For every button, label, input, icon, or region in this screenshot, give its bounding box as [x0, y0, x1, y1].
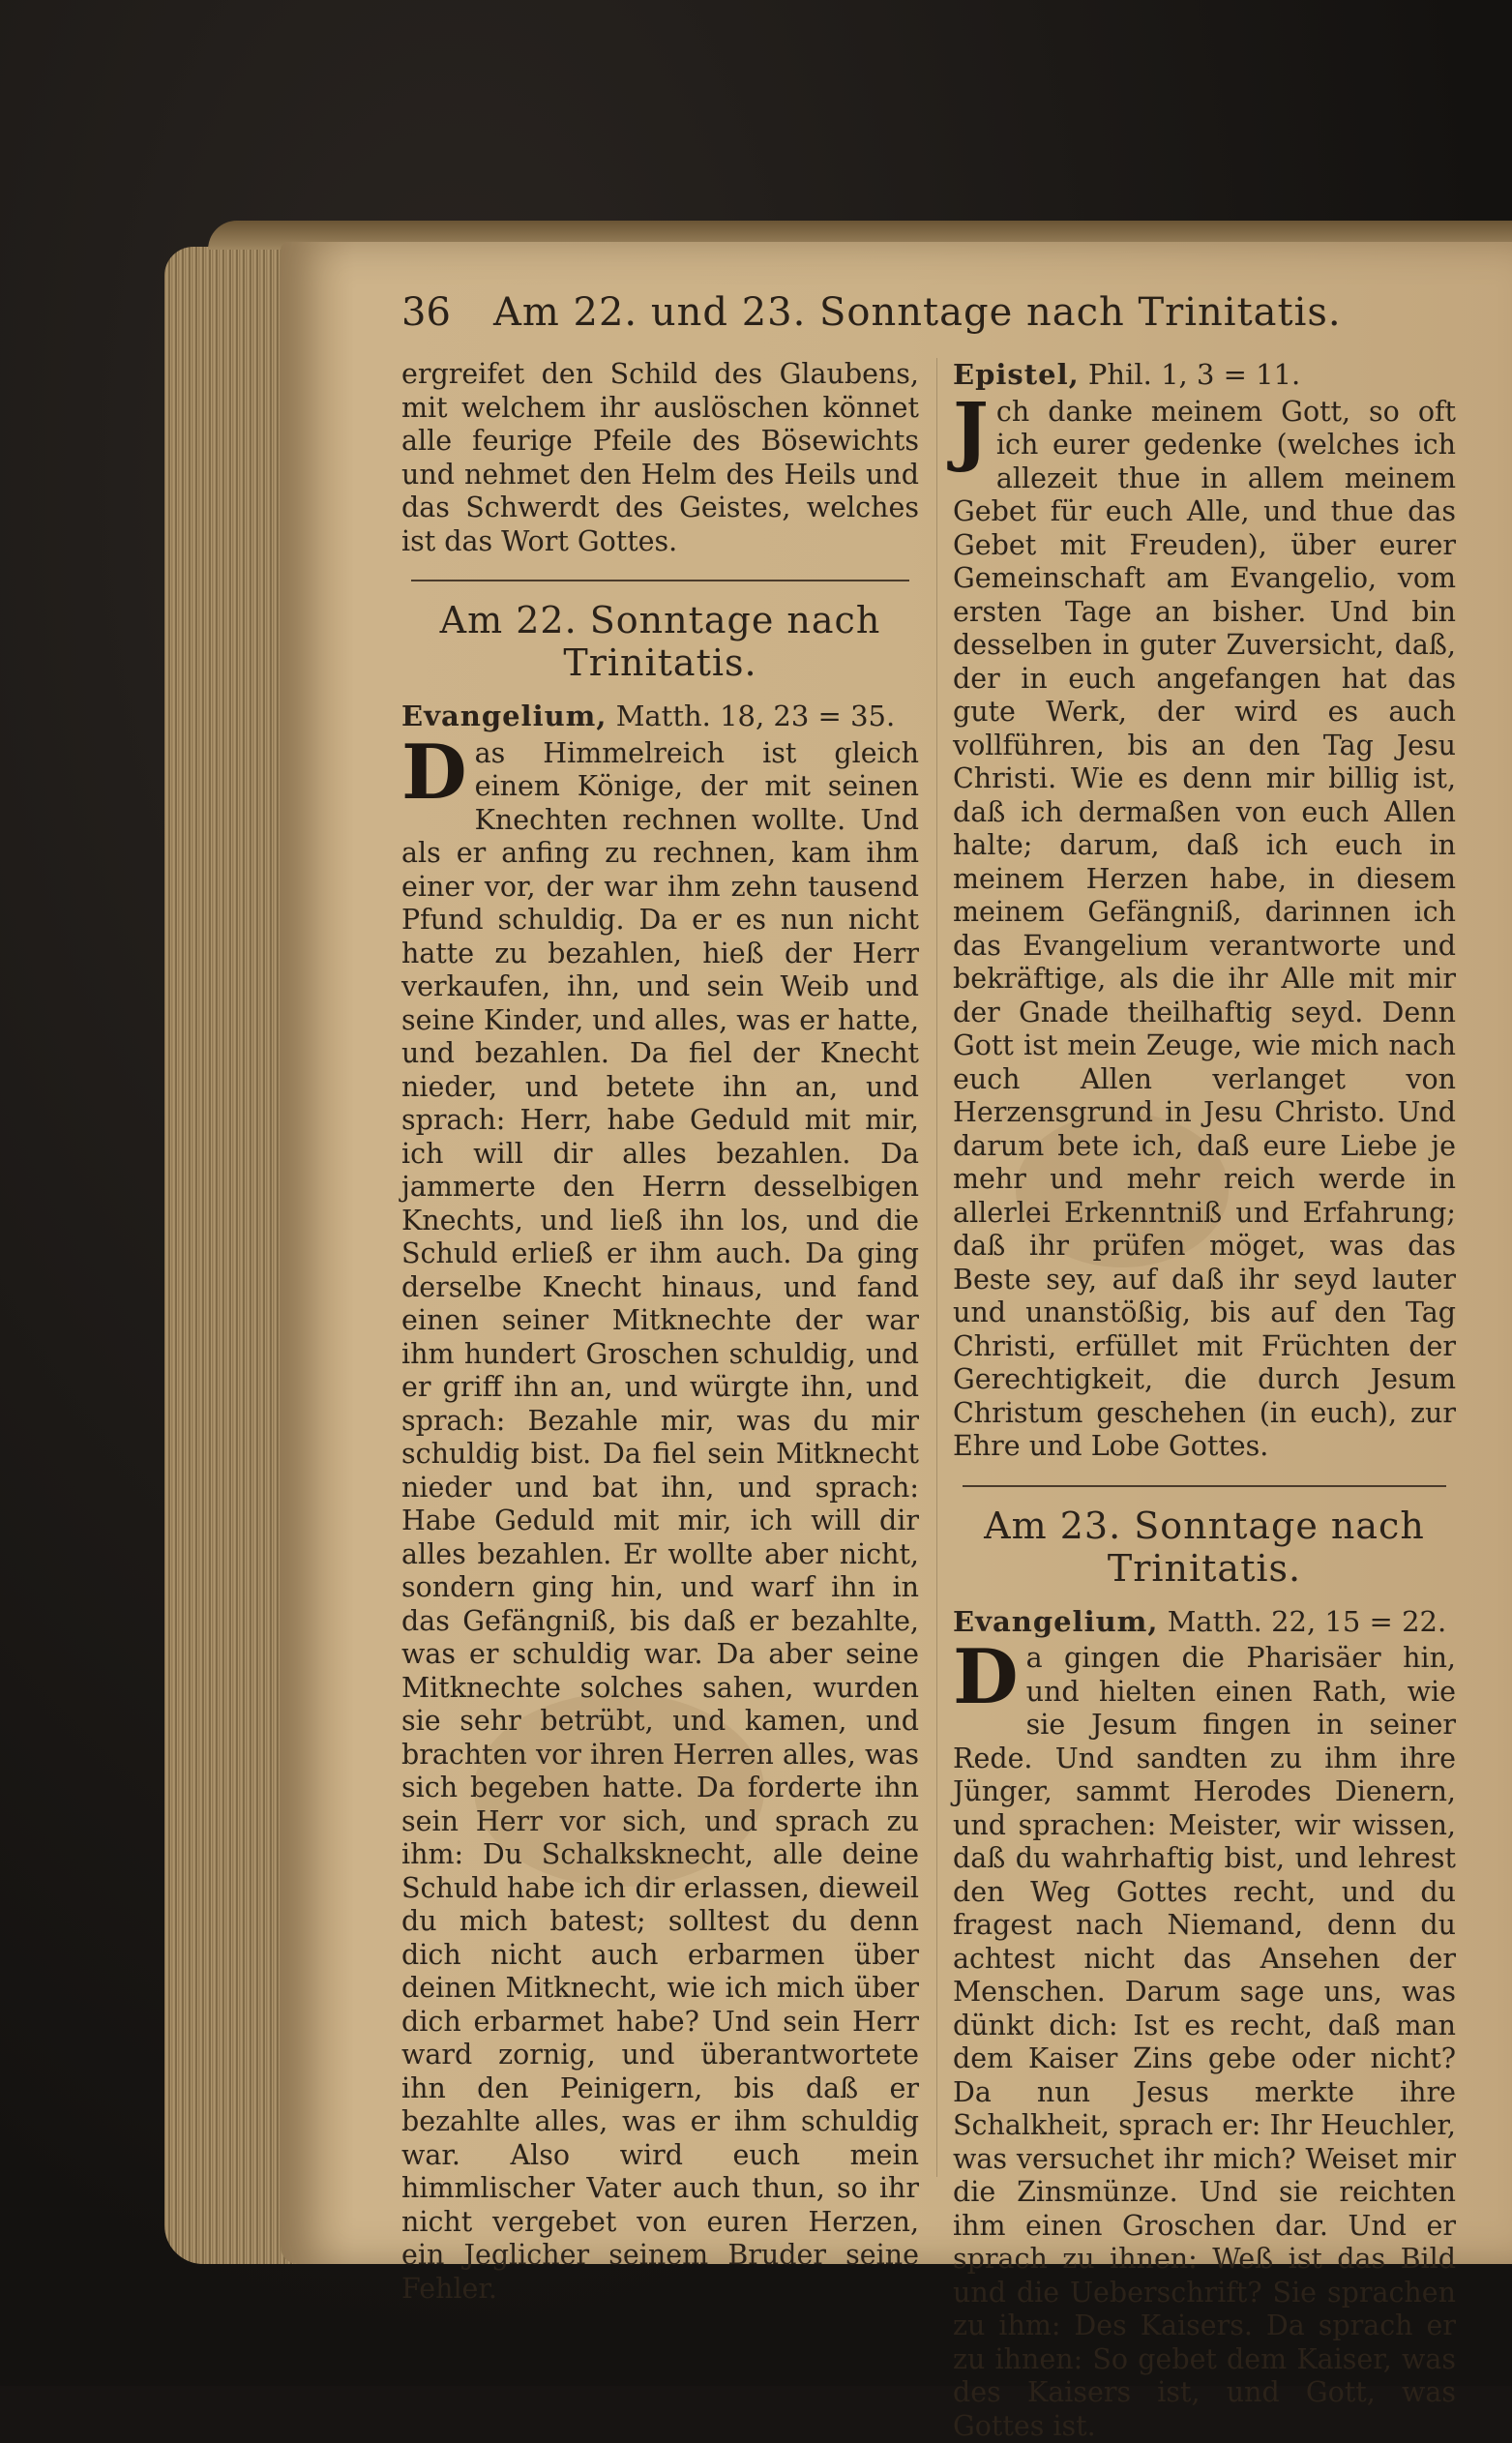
- epistle-label: Epistel,: [953, 358, 1080, 391]
- gospel-label: Evangelium,: [401, 700, 608, 732]
- gospel-reference: [401, 700, 919, 733]
- gospel-body: a gingen die Pharisäer hin, und hielten einen Rath, wie sie Jesum fingen in seiner Rede. Und sandten zu ihm ihre Jünger, sammt Herodes Dienern, und sprachen: Meister, wir wissen, daß du wahrhaftig bist, und lehrest den Weg Gottes recht, und du fragest nach Niemand, denn du achtest nicht das Ansehen der Menschen. Darum sage uns, was dünkt dich: Ist es recht, daß man dem Kaiser Zins gebe oder nicht? Da nun Jesus merkte ihre Schalkheit, sprach er: Ihr Heuchler, was versuchet ihr mich? Weiset mir die Zinsmünze. Und sie reichten ihm einen Groschen dar. Und er sprach zu ihnen: Weß ist das Bild und die Ueberschrift? Sie sprachen zu ihm: Des Kaisers. Da sprach er zu ihnen: So gebet dem Kaiser, was des Kaisers ist, und Gott, was Gottes ist.: [953, 1642, 1456, 2442]
- epistle-reference: [953, 358, 1456, 392]
- drop-cap: D: [953, 1633, 1019, 1721]
- section-rule: [963, 1485, 1446, 1487]
- running-head: [401, 290, 1446, 348]
- column-divider: [936, 358, 937, 2177]
- gospel-paragraph: [953, 1633, 1456, 2443]
- section-heading-23: Am 23. Sonntage nach Trinitatis.: [984, 1504, 1425, 1590]
- gospel-body: as Himmelreich ist gleich einem Könige, der mit seinen Knechten rechnen wollte. Und als er anfing zu rechnen, kam ihm einer vor, der war ihm zehn tausend Pfund schuldig. Da er es nun nicht hatte zu bezahlen, hieß der Herr verkaufen, ihn, und sein Weib und seine Kinder, und alles, was er hatte, und bezahlen. Da fiel der Knecht nieder, und betete ihn an, und sprach: Herr, habe Geduld mit mir, ich will dir alles bezahlen. Da jammerte den Herrn desselbigen Knechts, und ließ ihn los, und die Schuld erließ er ihm auch. Da ging derselbe Knecht hinaus, und fand einen seiner Mitknechte der war ihm hundert Groschen schuldig, und er griff ihn an, und würgte ihn, und sprach: Bezahle mir, was du mir schuldig bist. Da fiel sein Mitknecht nieder und bat ihn, und sprach: Habe Geduld mit mir, ich will dir alles bezahlen. Er wollte aber nicht, sondern ging hin, und warf ihn in das Gefängniß, bis daß er bezahlte, was er schuldig war. Da aber seine Mitknechte solches sahen, wurden sie sehr betrübt, und kamen, und brachten vor ihren Herren alles, was sich begeben hatte. Da forderte ihn sein Herr vor sich, und sprach zu ihm: Du Schalksknecht, alle deine Schuld habe ich dir erlassen, dieweil du mich batest; solltest du denn dich nicht auch erbarmen über deinen Mitknecht, wie ich mich über dich erbarmet habe? Und sein Herr ward zornig, und überantwortete ihn den Peinigern, bis daß er bezahlte alles, was er ihm schuldig war. Also wird euch mein himmlischer Vater auch thun, so ihr nicht vergebet von euren Herzen, ein Jeglicher seinem Bruder seine Fehler.: [401, 736, 920, 2305]
- drop-cap: J: [953, 386, 989, 475]
- page-number: 36: [401, 290, 451, 335]
- gospel-ref: Matth. 18, 23 = 35.: [615, 700, 896, 732]
- gospel-paragraph: [401, 728, 920, 2307]
- epistle-body: ch danke meinem Gott, so oft ich eurer gedenke (welches ich allezeit thue in allem meinem Gebet für euch Alle, und thue das Gebet mit Freuden), über eurer Gemeinschaft am Evangelio, vom ersten Tage an bisher. Und bin desselben in guter Zuversicht, daß, der in euch angefangen hat das gute Werk, der wird es auch vollführen, bis an den Tag Jesu Christi. Wie es denn mir billig ist, daß ich dermaßen von euch Allen halte; darum, daß ich euch in meinem Herzen habe, in diesem meinem Gefängniß, darinnen ich das Evangelium verantworte und bekräftige, als die ihr Alle mit mir der Gnade theilhaftig seyd. Denn Gott ist mein Zeuge, wie mich nach euch Allen verlanget von Herzensgrund in Jesu Christo. Und darum bete ich, daß eure Liebe je mehr und mehr reich werde in allerlei Erkenntniß und Erfahrung; daß ihr prüfen möget, was das Beste sey, auf daß ihr seyd lauter und unanstößig, bis auf den Tag Christi, erfüllet mit Früchten der Gerechtigkeit, die durch Jesum Christum geschehen (in euch), zur Ehre und Lobe Gottes.: [953, 395, 1456, 1462]
- section-heading-22: Am 22. Sonntage nach Trinitatis.: [439, 599, 881, 684]
- epistle-paragraph: [953, 386, 1456, 1464]
- right-column: [953, 358, 1456, 2443]
- left-column: [401, 358, 919, 2306]
- running-title: Am 22. und 23. Sonntage nach Trinitatis.: [493, 290, 1342, 335]
- drop-cap: D: [401, 728, 467, 817]
- section-rule: [411, 580, 909, 581]
- opening-paragraph: ergreifet den Schild des Glaubens, mit welchem ihr auslöschen könnet alle feurige Pfeile des Bösewichts und nehmet den Helm des Heils und das Schwerdt des Geistes, welches ist das Wort Gottes.: [401, 358, 919, 557]
- gospel-reference: [953, 1605, 1456, 1639]
- gospel-label: Evangelium,: [953, 1604, 1159, 1638]
- epistle-ref: Phil. 1, 3 = 11.: [1087, 358, 1301, 391]
- gospel-ref: Matth. 22, 15 = 22.: [1167, 1604, 1447, 1638]
